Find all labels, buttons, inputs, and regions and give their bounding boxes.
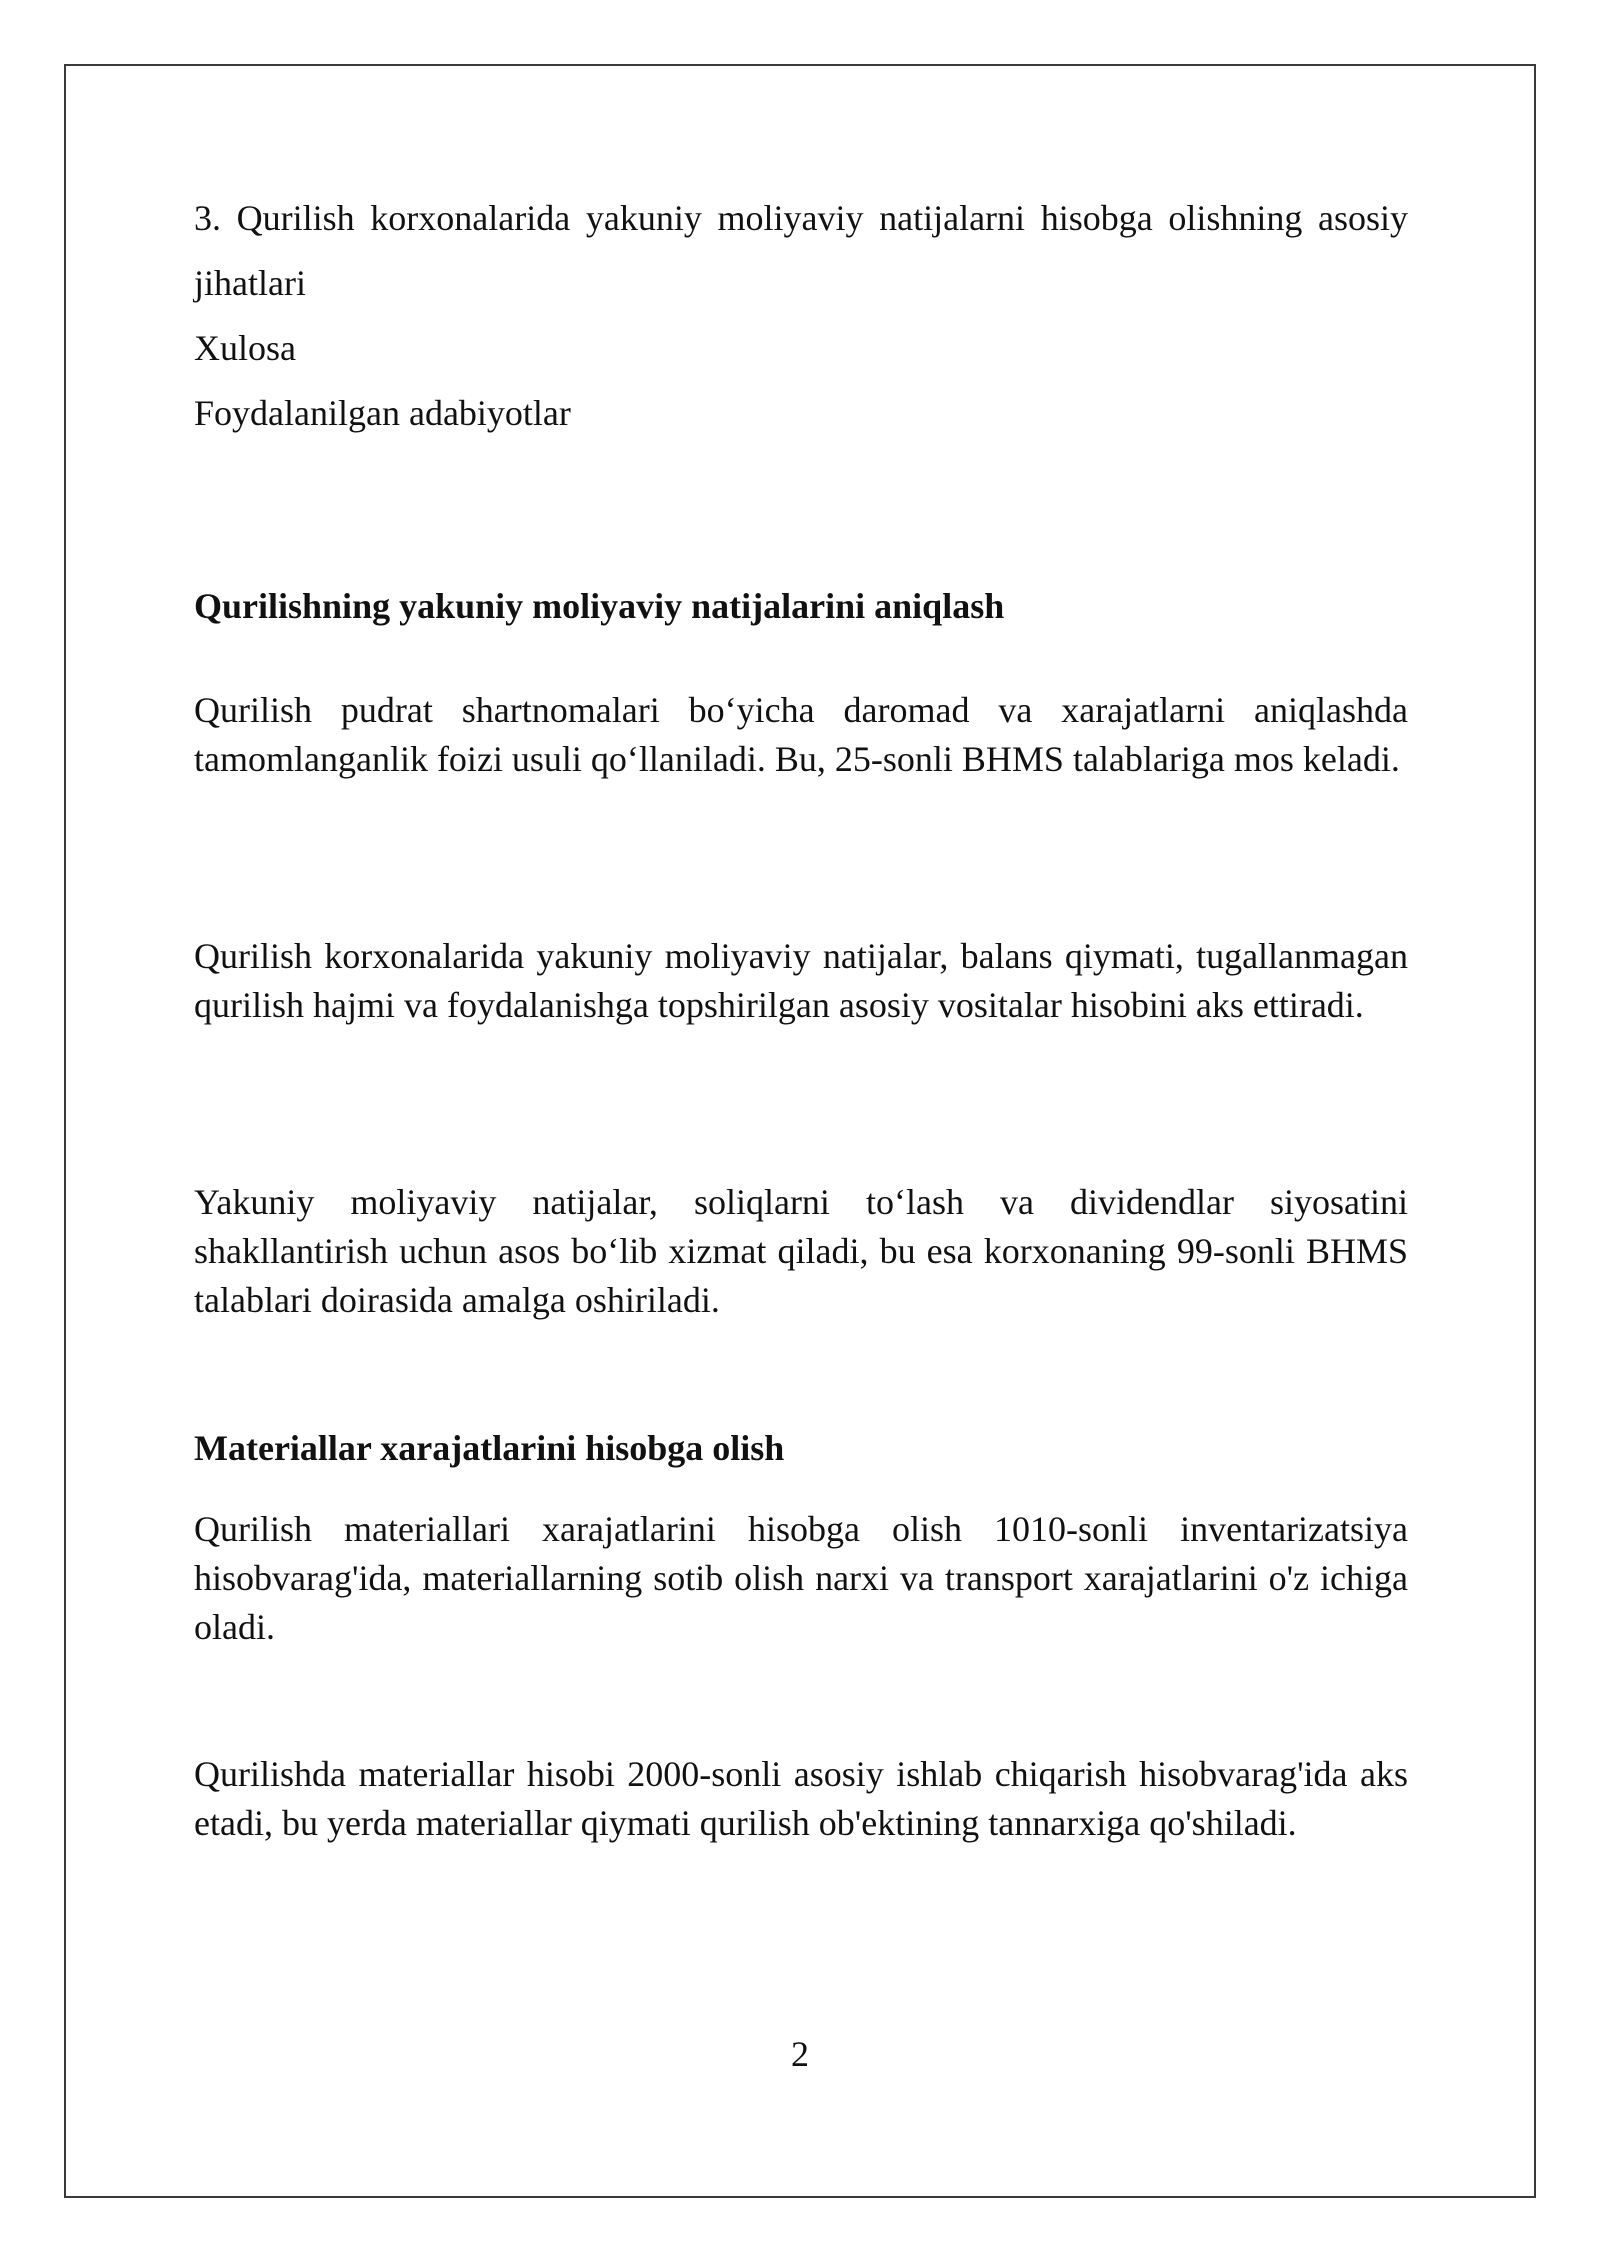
toc-item-conclusion: Xulosa bbox=[194, 328, 296, 368]
section-heading-financial-results: Qurilishning yakuniy moliyaviy natijalarini aniqlash bbox=[194, 586, 1005, 626]
toc-item-references: Foydalanilgan adabiyotlar bbox=[194, 393, 571, 433]
paragraph-dividend-policy: Yakuniy moliyaviy natijalar, soliqlarni to‘lash va dividendlar siyosatini shakllantirish uchun asos bo‘lib xizmat qiladi, bu esa korxonaning 99-sonli BHMS talablari doirasida amalga oshiriladi. bbox=[194, 1182, 1408, 1320]
paragraph-completion-method: Qurilish pudrat shartnomalari bo‘yicha daromad va xarajatlarni aniqlashda tamomlanganlik foizi usuli qo‘llaniladi. Bu, 25-sonli BHMS talablariga mos keladi. bbox=[194, 690, 1408, 779]
section-heading-material-costs: Materiallar xarajatlarini hisobga olish bbox=[194, 1428, 785, 1468]
paragraph-final-results-reflect: Qurilish korxonalarida yakuniy moliyaviy natijalar, balans qiymati, tugallanmagan qurilish hajmi va foydalanishga topshirilgan asosiy vositalar hisobini aks ettiradi. bbox=[194, 936, 1408, 1025]
toc-item-3: 3. Qurilish korxonalarida yakuniy moliyaviy natijalarni hisobga olishning asosiy jihatlari bbox=[194, 198, 1408, 303]
page-number: 2 bbox=[791, 2034, 809, 2074]
paragraph-production-account: Qurilishda materiallar hisobi 2000-sonli asosiy ishlab chiqarish hisobvarag'ida aks etadi, bu yerda materiallar qiymati qurilish ob'ektining tannarxiga qo'shiladi. bbox=[194, 1754, 1408, 1843]
paragraph-inventory-account: Qurilish materiallari xarajatlarini hisobga olish 1010-sonli inventarizatsiya hisobvarag'ida, materiallarning sotib olish narxi va transport xarajatlarini o'z ichiga oladi. bbox=[194, 1509, 1408, 1647]
table-of-contents bbox=[194, 186, 1408, 446]
